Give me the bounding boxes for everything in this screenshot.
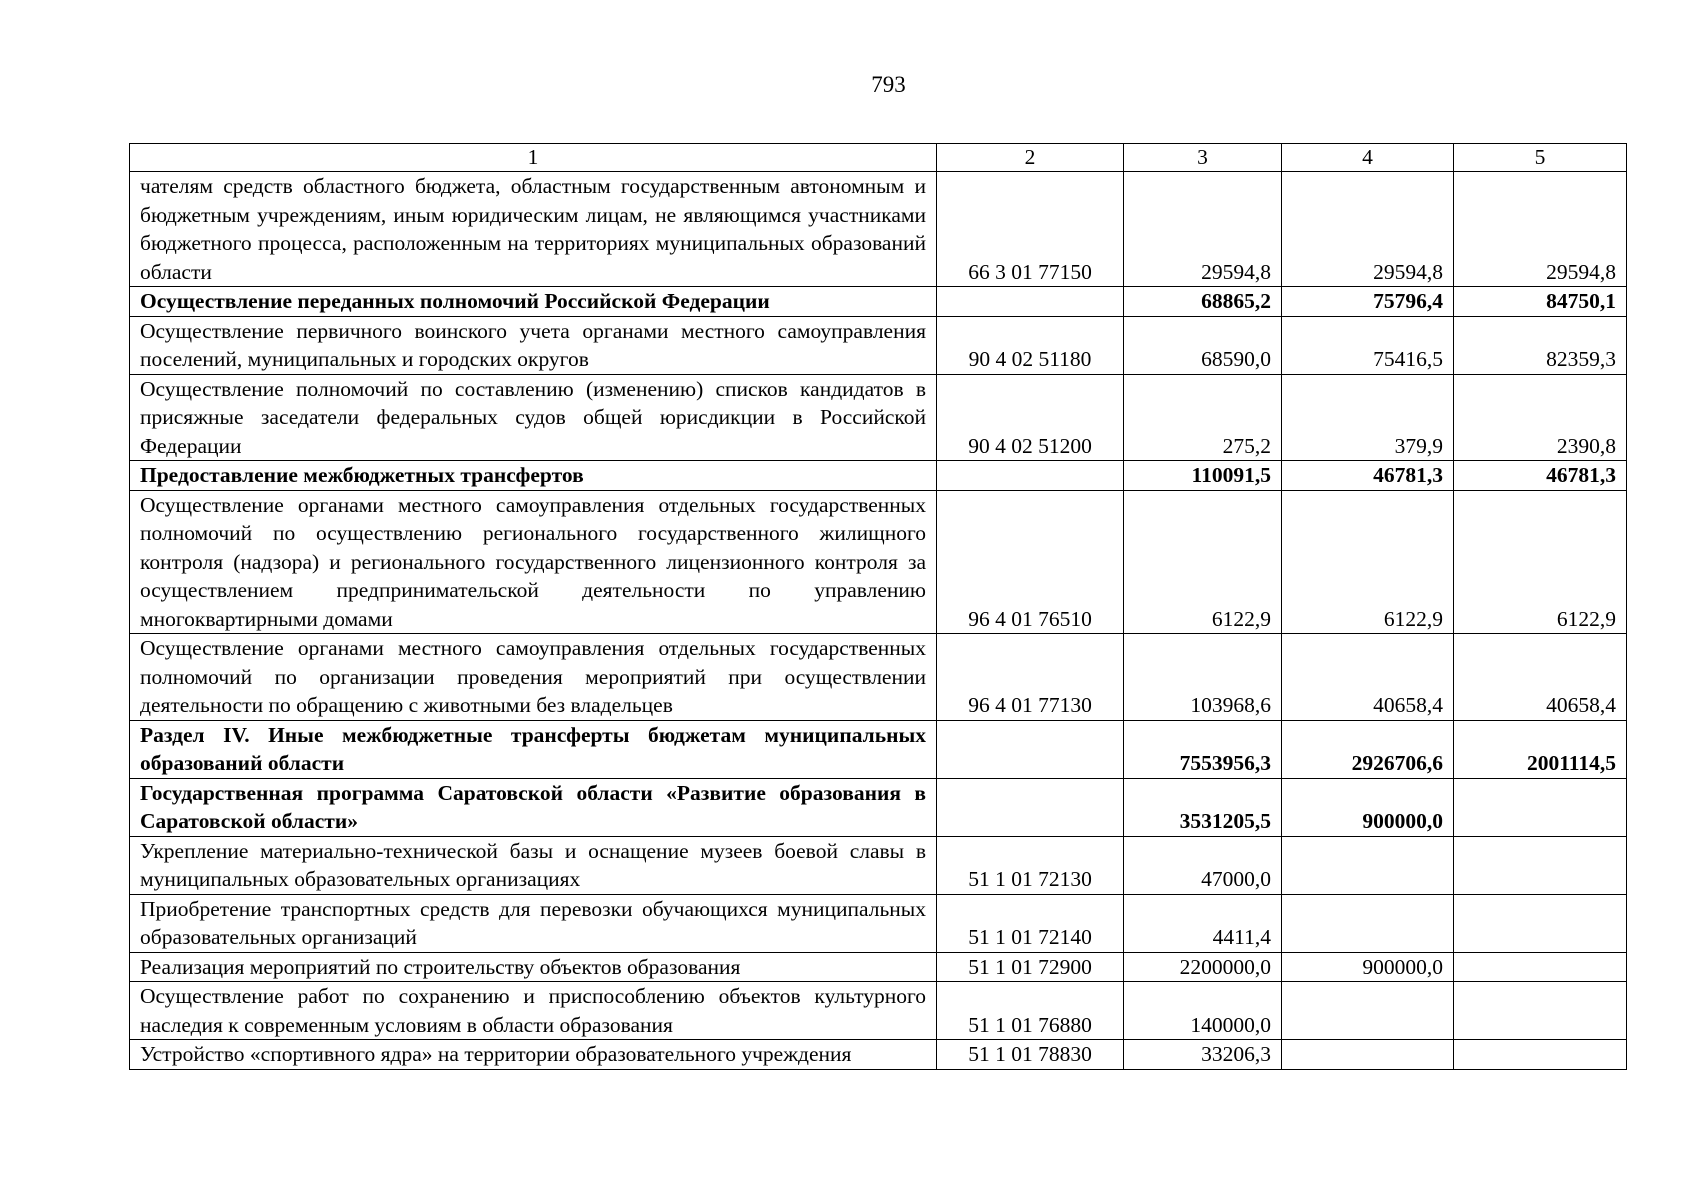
row-value-col3: 4411,4 (1124, 894, 1282, 952)
row-value-col4: 40658,4 (1282, 634, 1454, 721)
column-header-4: 4 (1282, 144, 1454, 172)
row-value-col4: 2926706,6 (1282, 720, 1454, 778)
row-value-col3: 103968,6 (1124, 634, 1282, 721)
row-value-col3: 275,2 (1124, 374, 1282, 461)
row-name-cell: Осуществление органами местного самоуправления отдельных государственных полномочий по организации проведения мероприятий при осуществлении деятельности по обращению с животными без владельцев (130, 634, 937, 721)
row-value-col3: 2200000,0 (1124, 952, 1282, 982)
row-value-col5: 46781,3 (1454, 461, 1627, 491)
row-value-col5 (1454, 982, 1627, 1040)
row-code-cell: 96 4 01 76510 (937, 490, 1124, 634)
row-name-cell: Осуществление первичного воинского учета органами местного самоуправления поселений, муниципальных и городских округов (130, 316, 937, 374)
row-name-cell: Раздел IV. Иные межбюджетные трансферты бюджетам муниципальных образований области (130, 720, 937, 778)
table-row (130, 982, 1627, 1040)
table-row (130, 374, 1627, 461)
row-value-col4: 75796,4 (1282, 287, 1454, 317)
column-header-2: 2 (937, 144, 1124, 172)
row-value-col4: 379,9 (1282, 374, 1454, 461)
row-value-col5 (1454, 1040, 1627, 1070)
row-value-col3: 29594,8 (1124, 172, 1282, 287)
row-code-cell (937, 720, 1124, 778)
row-name-cell: Приобретение транспортных средств для перевозки обучающихся муниципальных образовательных организаций (130, 894, 937, 952)
table-row (130, 778, 1627, 836)
row-value-col3: 3531205,5 (1124, 778, 1282, 836)
row-value-col5 (1454, 952, 1627, 982)
row-value-col5 (1454, 778, 1627, 836)
table-row (130, 720, 1627, 778)
row-value-col4: 6122,9 (1282, 490, 1454, 634)
row-value-col4 (1282, 836, 1454, 894)
row-value-col5: 82359,3 (1454, 316, 1627, 374)
column-header-3: 3 (1124, 144, 1282, 172)
row-value-col5: 84750,1 (1454, 287, 1627, 317)
row-code-cell: 90 4 02 51200 (937, 374, 1124, 461)
row-value-col4 (1282, 894, 1454, 952)
table-row (130, 634, 1627, 721)
row-value-col4: 75416,5 (1282, 316, 1454, 374)
row-value-col3: 68865,2 (1124, 287, 1282, 317)
row-code-cell (937, 461, 1124, 491)
row-value-col4: 900000,0 (1282, 952, 1454, 982)
row-code-cell: 96 4 01 77130 (937, 634, 1124, 721)
row-name-cell: Государственная программа Саратовской области «Развитие образования в Саратовской области» (130, 778, 937, 836)
row-name-cell: чателям средств областного бюджета, областным государственным автономным и бюджетным учреждениям, иным юридическим лицам, не являющимся участниками бюджетного процесса, расположенным на территориях муниципальных образований области (130, 172, 937, 287)
table-row (130, 172, 1627, 287)
row-code-cell: 66 3 01 77150 (937, 172, 1124, 287)
table-row (130, 490, 1627, 634)
row-value-col4: 29594,8 (1282, 172, 1454, 287)
row-name-cell: Укрепление материально-технической базы и оснащение музеев боевой славы в муниципальных образовательных организациях (130, 836, 937, 894)
row-value-col3: 6122,9 (1124, 490, 1282, 634)
row-value-col3: 110091,5 (1124, 461, 1282, 491)
row-code-cell: 90 4 02 51180 (937, 316, 1124, 374)
table-row (130, 287, 1627, 317)
row-value-col3: 7553956,3 (1124, 720, 1282, 778)
row-name-cell: Предоставление межбюджетных трансфертов (130, 461, 937, 491)
row-code-cell: 51 1 01 76880 (937, 982, 1124, 1040)
row-value-col4 (1282, 982, 1454, 1040)
row-value-col5 (1454, 836, 1627, 894)
row-code-cell: 51 1 01 72900 (937, 952, 1124, 982)
page-number: 793 (871, 72, 906, 97)
row-code-cell: 51 1 01 72140 (937, 894, 1124, 952)
table-row (130, 461, 1627, 491)
row-value-col3: 140000,0 (1124, 982, 1282, 1040)
row-code-cell: 51 1 01 78830 (937, 1040, 1124, 1070)
budget-table (129, 143, 1627, 1070)
row-name-cell: Осуществление работ по сохранению и приспособлению объектов культурного наследия к современным условиям в области образования (130, 982, 937, 1040)
row-name-cell: Осуществление переданных полномочий Российской Федерации (130, 287, 937, 317)
row-name-cell: Осуществление полномочий по составлению (изменению) списков кандидатов в присяжные заседатели федеральных судов общей юрисдикции в Российской Федерации (130, 374, 937, 461)
row-value-col5: 2001114,5 (1454, 720, 1627, 778)
table-header-row (130, 144, 1627, 172)
row-value-col4: 900000,0 (1282, 778, 1454, 836)
table-row (130, 836, 1627, 894)
row-code-cell (937, 287, 1124, 317)
row-name-cell: Реализация мероприятий по строительству объектов образования (130, 952, 937, 982)
column-header-5: 5 (1454, 144, 1627, 172)
table-row (130, 1040, 1627, 1070)
row-name-cell: Устройство «спортивного ядра» на территории образовательного учреждения (130, 1040, 937, 1070)
row-value-col4: 46781,3 (1282, 461, 1454, 491)
table-row (130, 316, 1627, 374)
row-value-col5: 2390,8 (1454, 374, 1627, 461)
row-code-cell (937, 778, 1124, 836)
column-header-1: 1 (130, 144, 937, 172)
row-value-col5 (1454, 894, 1627, 952)
table-row (130, 894, 1627, 952)
row-value-col3: 68590,0 (1124, 316, 1282, 374)
row-value-col3: 47000,0 (1124, 836, 1282, 894)
row-name-cell: Осуществление органами местного самоуправления отдельных государственных полномочий по осуществлению регионального государственного жилищного контроля (надзора) и регионального государственного лицензионного контроля за осуществлением предпринимательской деятельности по управлению многоквартирными домами (130, 490, 937, 634)
row-value-col3: 33206,3 (1124, 1040, 1282, 1070)
table-row (130, 952, 1627, 982)
row-value-col5: 6122,9 (1454, 490, 1627, 634)
row-value-col5: 40658,4 (1454, 634, 1627, 721)
row-value-col5: 29594,8 (1454, 172, 1627, 287)
row-code-cell: 51 1 01 72130 (937, 836, 1124, 894)
row-value-col4 (1282, 1040, 1454, 1070)
